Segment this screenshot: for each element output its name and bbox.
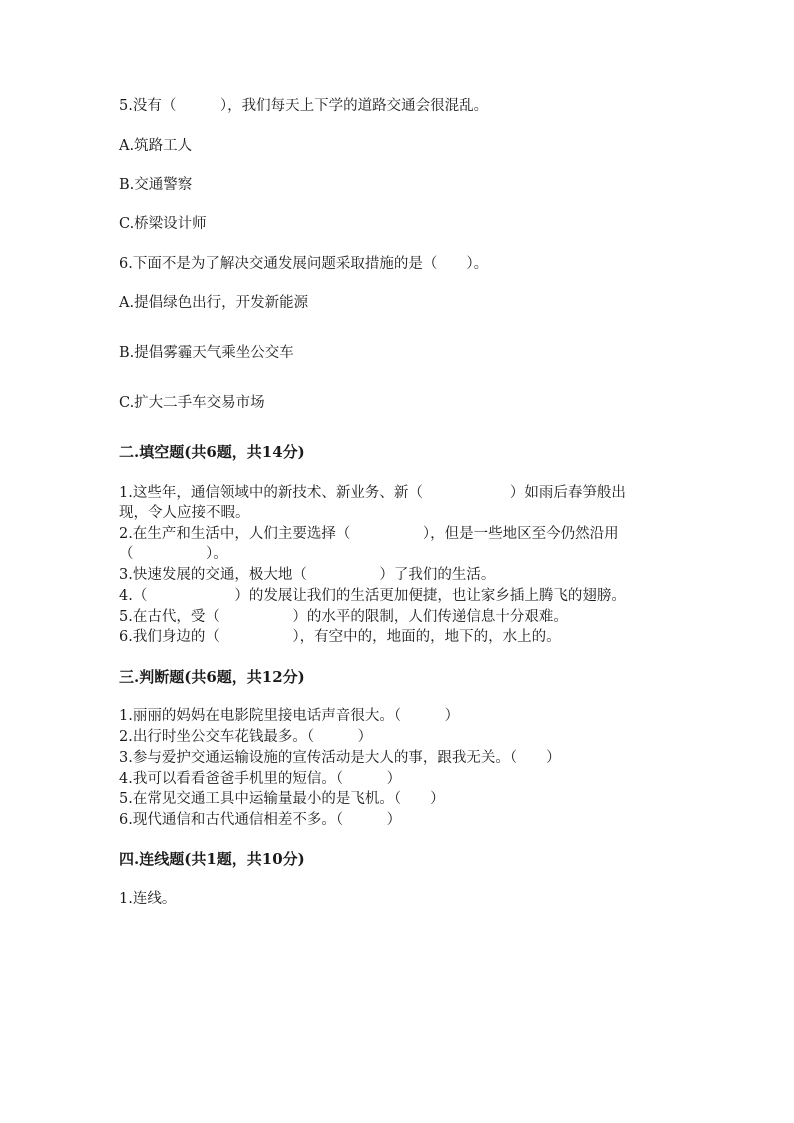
fill-question-line: 6.我们身边的（ ），有空中的，地面的，地下的，水上的。 — [119, 629, 561, 645]
judge-section-heading: 三.判断题(共6题，共12分) — [119, 668, 305, 686]
judge-question-line: 3.参与爱护交通运输设施的宣传活动是大人的事，跟我无关。（ ） — [119, 750, 561, 766]
fill-question-line: 1.这些年，通信领域中的新技术、新业务、新（ ）如雨后春笋般出 — [119, 485, 626, 501]
question-5-option-c: C.桥梁设计师 — [119, 216, 207, 232]
match-section-heading: 四.连线题(共1题，共10分) — [119, 850, 305, 868]
question-6-option-c: C.扩大二手车交易市场 — [119, 395, 265, 411]
question-6-option-a: A.提倡绿色出行，开发新能源 — [119, 295, 309, 311]
question-5-option-a: A.筑路工人 — [119, 138, 193, 154]
question-6-option-b: B.提倡雾霾天气乘坐公交车 — [119, 345, 294, 361]
judge-question-line: 4.我可以看看爸爸手机里的短信。（ ） — [119, 771, 402, 787]
judge-question-line: 1.丽丽的妈妈在电影院里接电话声音很大。（ ） — [119, 708, 460, 724]
fill-question-line: 2.在生产和生活中，人们主要选择（ ），但是一些地区至今仍然沿用 — [119, 526, 619, 542]
fill-question-line: 5.在古代，受（ ）的水平的限制，人们传递信息十分艰难。 — [119, 609, 568, 625]
fill-question-line: 3.快速发展的交通，极大地（ ）了我们的生活。 — [119, 567, 496, 583]
question-5-option-b: B.交通警察 — [119, 177, 193, 193]
question-6-stem: 6.下面不是为了解决交通发展问题采取措施的是（ ）。 — [119, 256, 489, 272]
fill-question-line: 4.（ ）的发展让我们的生活更加便捷，也让家乡插上腾飞的翅膀。 — [119, 588, 626, 604]
judge-question-line: 5.在常见交通工具中运输量最小的是飞机。（ ） — [119, 791, 445, 807]
fill-question-line: （ ）。 — [119, 546, 228, 562]
fill-section-heading: 二.填空题(共6题，共14分) — [119, 443, 305, 461]
question-5-stem: 5.没有（ ），我们每天上下学的道路交通会很混乱。 — [119, 98, 489, 114]
match-question-line: 1.连线。 — [119, 891, 177, 907]
judge-question-line: 2.出行时坐公交车花钱最多。（ ） — [119, 729, 373, 745]
judge-question-line: 6.现代通信和古代通信相差不多。（ ） — [119, 812, 402, 828]
fill-question-line: 现，令人应接不暇。 — [119, 505, 250, 521]
